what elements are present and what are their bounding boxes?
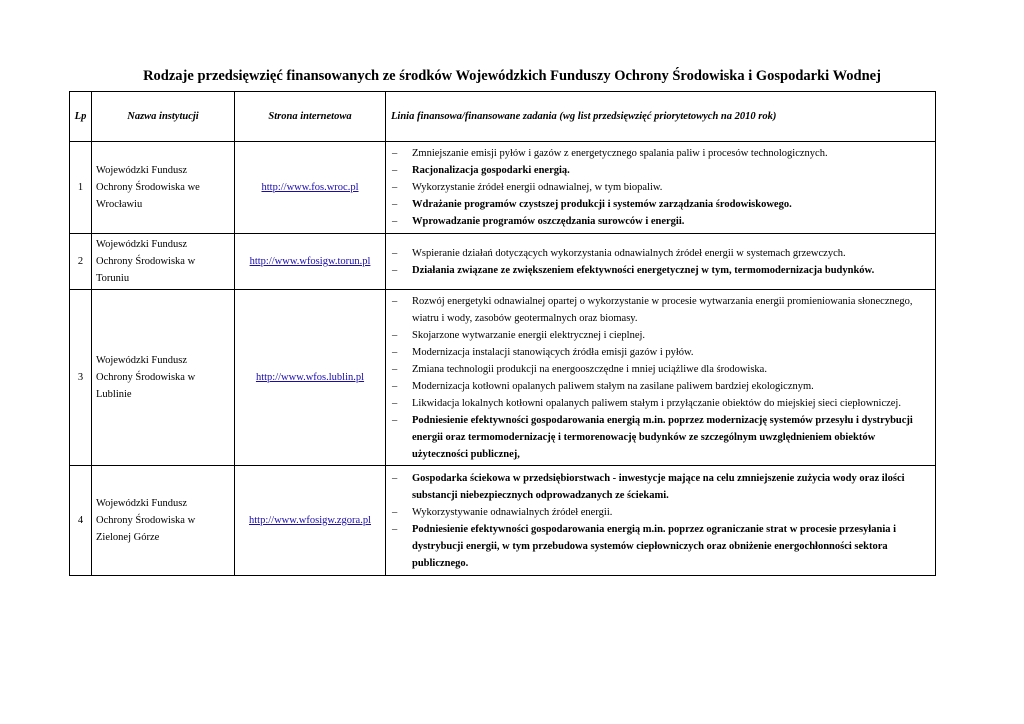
task-text: Działania związane ze zwiększeniem efektywności energetycznej w tym, termomodernizacja budynków. <box>412 264 875 276</box>
table-row <box>70 466 936 576</box>
task-text: Rozwój energetyki odnawialnej opartej o wykorzystanie w procesie wytwarzania energii promieniowania słonecznego, wiatru i wody, zasobów geotermalnych oraz biomasy. <box>412 295 913 324</box>
row-lp: 2 <box>70 234 92 290</box>
header-institution: Nazwa instytucji <box>92 92 235 142</box>
task-item <box>390 293 931 327</box>
row-lp: 3 <box>70 290 92 466</box>
row-lp: 1 <box>70 142 92 234</box>
task-text: Zmiana technologii produkcji na energooszczędne i mniej uciążliwe dla środowiska. <box>412 363 767 375</box>
row-tasks <box>386 234 936 290</box>
table-row <box>70 290 936 466</box>
dash-bullet: – <box>392 414 398 426</box>
header-lp: Lp <box>70 92 92 142</box>
dash-bullet: – <box>392 148 398 159</box>
dash-bullet: – <box>392 523 398 535</box>
row-website-cell <box>235 142 386 234</box>
task-text: Modernizacja kotłowni opalanych paliwem stałym na zasilane paliwem bardziej ekologicznym. <box>412 380 814 392</box>
dash-bullet: – <box>392 346 398 358</box>
page-title: Rodzaje przedsięwzięć finansowanych ze środków Wojewódzkich Funduszy Ochrony Środowiska i Gospodarki Wodnej <box>143 68 881 84</box>
task-item <box>390 361 931 378</box>
task-item <box>390 521 931 572</box>
funds-table <box>69 91 936 576</box>
table-body <box>70 142 936 576</box>
dash-bullet: – <box>392 216 398 227</box>
task-text: Skojarzone wytwarzanie energii elektrycznej i cieplnej. <box>412 329 646 341</box>
row-institution <box>92 234 235 290</box>
header-website: Strona internetowa <box>235 92 386 142</box>
institution-name-line: Ochrony Środowiska w <box>96 515 196 526</box>
task-item <box>390 179 931 196</box>
institution-name-line: Wrocławiu <box>96 199 143 210</box>
institution-name-line: Wojewódzki Fundusz <box>96 355 188 366</box>
task-item <box>390 378 931 395</box>
task-text: Likwidacja lokalnych kotłowni opalanych paliwem stałym i przyłączanie obiektów do miejskiej sieci ciepłowniczej. <box>412 397 901 409</box>
header-tasks: Linia finansowa/finansowane zadania (wg list przedsięwzięć priorytetowych na 2010 rok) <box>386 92 936 142</box>
institution-name-line: Lublinie <box>96 389 132 400</box>
task-item <box>390 196 931 213</box>
website-link[interactable]: http://www.wfos.lublin.pl <box>255 372 365 383</box>
task-item <box>390 344 931 361</box>
row-lp: 4 <box>70 466 92 576</box>
task-item <box>390 162 931 179</box>
dash-bullet: – <box>392 182 398 193</box>
row-tasks <box>386 466 936 576</box>
table-header-row <box>70 92 936 142</box>
table-row <box>70 234 936 290</box>
row-institution <box>92 466 235 576</box>
institution-name-line: Ochrony Środowiska w <box>96 372 196 383</box>
task-text: Podniesienie efektywności gospodarowania energią m.in. poprzez modernizację systemów przesyłu i dystrybucji energii oraz termomodernizację i termorenowację budynków ze szczególnym uwzględnieniem obiektów użyteczności publicznej, <box>412 414 913 460</box>
task-item <box>390 470 931 504</box>
task-text: Wykorzystywanie odnawialnych źródeł energii. <box>412 506 613 518</box>
task-item <box>390 395 931 412</box>
task-item <box>390 245 931 262</box>
task-item <box>390 262 931 279</box>
row-tasks <box>386 290 936 466</box>
task-item <box>390 213 931 230</box>
website-link[interactable]: http://www.wfosigw.torun.pl <box>249 256 371 267</box>
dash-bullet: – <box>392 472 398 484</box>
task-text: Wdrażanie programów czystszej produkcji i systemów zarządzania środowiskowego. <box>412 199 792 210</box>
task-list <box>390 293 931 463</box>
institution-name-line: Zielonej Górze <box>96 532 160 543</box>
website-link[interactable]: http://www.fos.wroc.pl <box>261 182 359 193</box>
task-list <box>390 145 931 230</box>
row-tasks <box>386 142 936 234</box>
dash-bullet: – <box>392 199 398 210</box>
dash-bullet: – <box>392 397 398 409</box>
task-text: Gospodarka ściekowa w przedsiębiorstwach - inwestycje mające na celu zmniejszenie zużycia wody oraz ilości substancji niebezpiecznych odprowadzanych ze ściekami. <box>412 472 905 501</box>
task-text: Racjonalizacja gospodarki energią. <box>412 165 570 176</box>
dash-bullet: – <box>392 165 398 176</box>
task-list <box>390 245 931 279</box>
dash-bullet: – <box>392 295 398 307</box>
dash-bullet: – <box>392 506 398 518</box>
institution-name-line: Wojewódzki Fundusz <box>96 165 188 176</box>
row-institution <box>92 290 235 466</box>
task-item <box>390 145 931 162</box>
row-institution <box>92 142 235 234</box>
task-text: Modernizacja instalacji stanowiących źródła emisji gazów i pyłów. <box>412 346 694 358</box>
table-row <box>70 142 936 234</box>
task-text: Wprowadzanie programów oszczędzania surowców i energii. <box>412 216 685 227</box>
institution-name-line: Toruniu <box>96 273 130 284</box>
institution-name-line: Ochrony Środowiska w <box>96 256 196 267</box>
row-website-cell <box>235 234 386 290</box>
task-item <box>390 412 931 463</box>
task-item <box>390 327 931 344</box>
dash-bullet: – <box>392 380 398 392</box>
institution-name-line: Ochrony Środowiska we <box>96 182 200 193</box>
task-text: Zmniejszanie emisji pyłów i gazów z energetycznego spalania paliw i procesów technologicznych. <box>412 148 828 159</box>
task-text: Podniesienie efektywności gospodarowania energią m.in. poprzez ograniczanie strat w procesie przesyłania i dystrybucji energii, w tym przebudowa systemów ciepłowniczych oraz obniżenie energochłonności sektora publicznego. <box>412 523 897 569</box>
dash-bullet: – <box>392 247 398 259</box>
task-text: Wspieranie działań dotyczących wykorzystania odnawialnych źródeł energii w systemach grzewczych. <box>412 247 846 259</box>
row-website-cell <box>235 466 386 576</box>
row-website-cell <box>235 290 386 466</box>
task-text: Wykorzystanie źródeł energii odnawialnej, w tym biopaliw. <box>412 182 663 193</box>
institution-name-line: Wojewódzki Fundusz <box>96 498 188 509</box>
dash-bullet: – <box>392 329 398 341</box>
institution-name-line: Wojewódzki Fundusz <box>96 239 188 250</box>
task-list <box>390 470 931 572</box>
dash-bullet: – <box>392 363 398 375</box>
website-link[interactable]: http://www.wfosigw.zgora.pl <box>249 515 371 526</box>
task-item <box>390 504 931 521</box>
dash-bullet: – <box>392 264 398 276</box>
